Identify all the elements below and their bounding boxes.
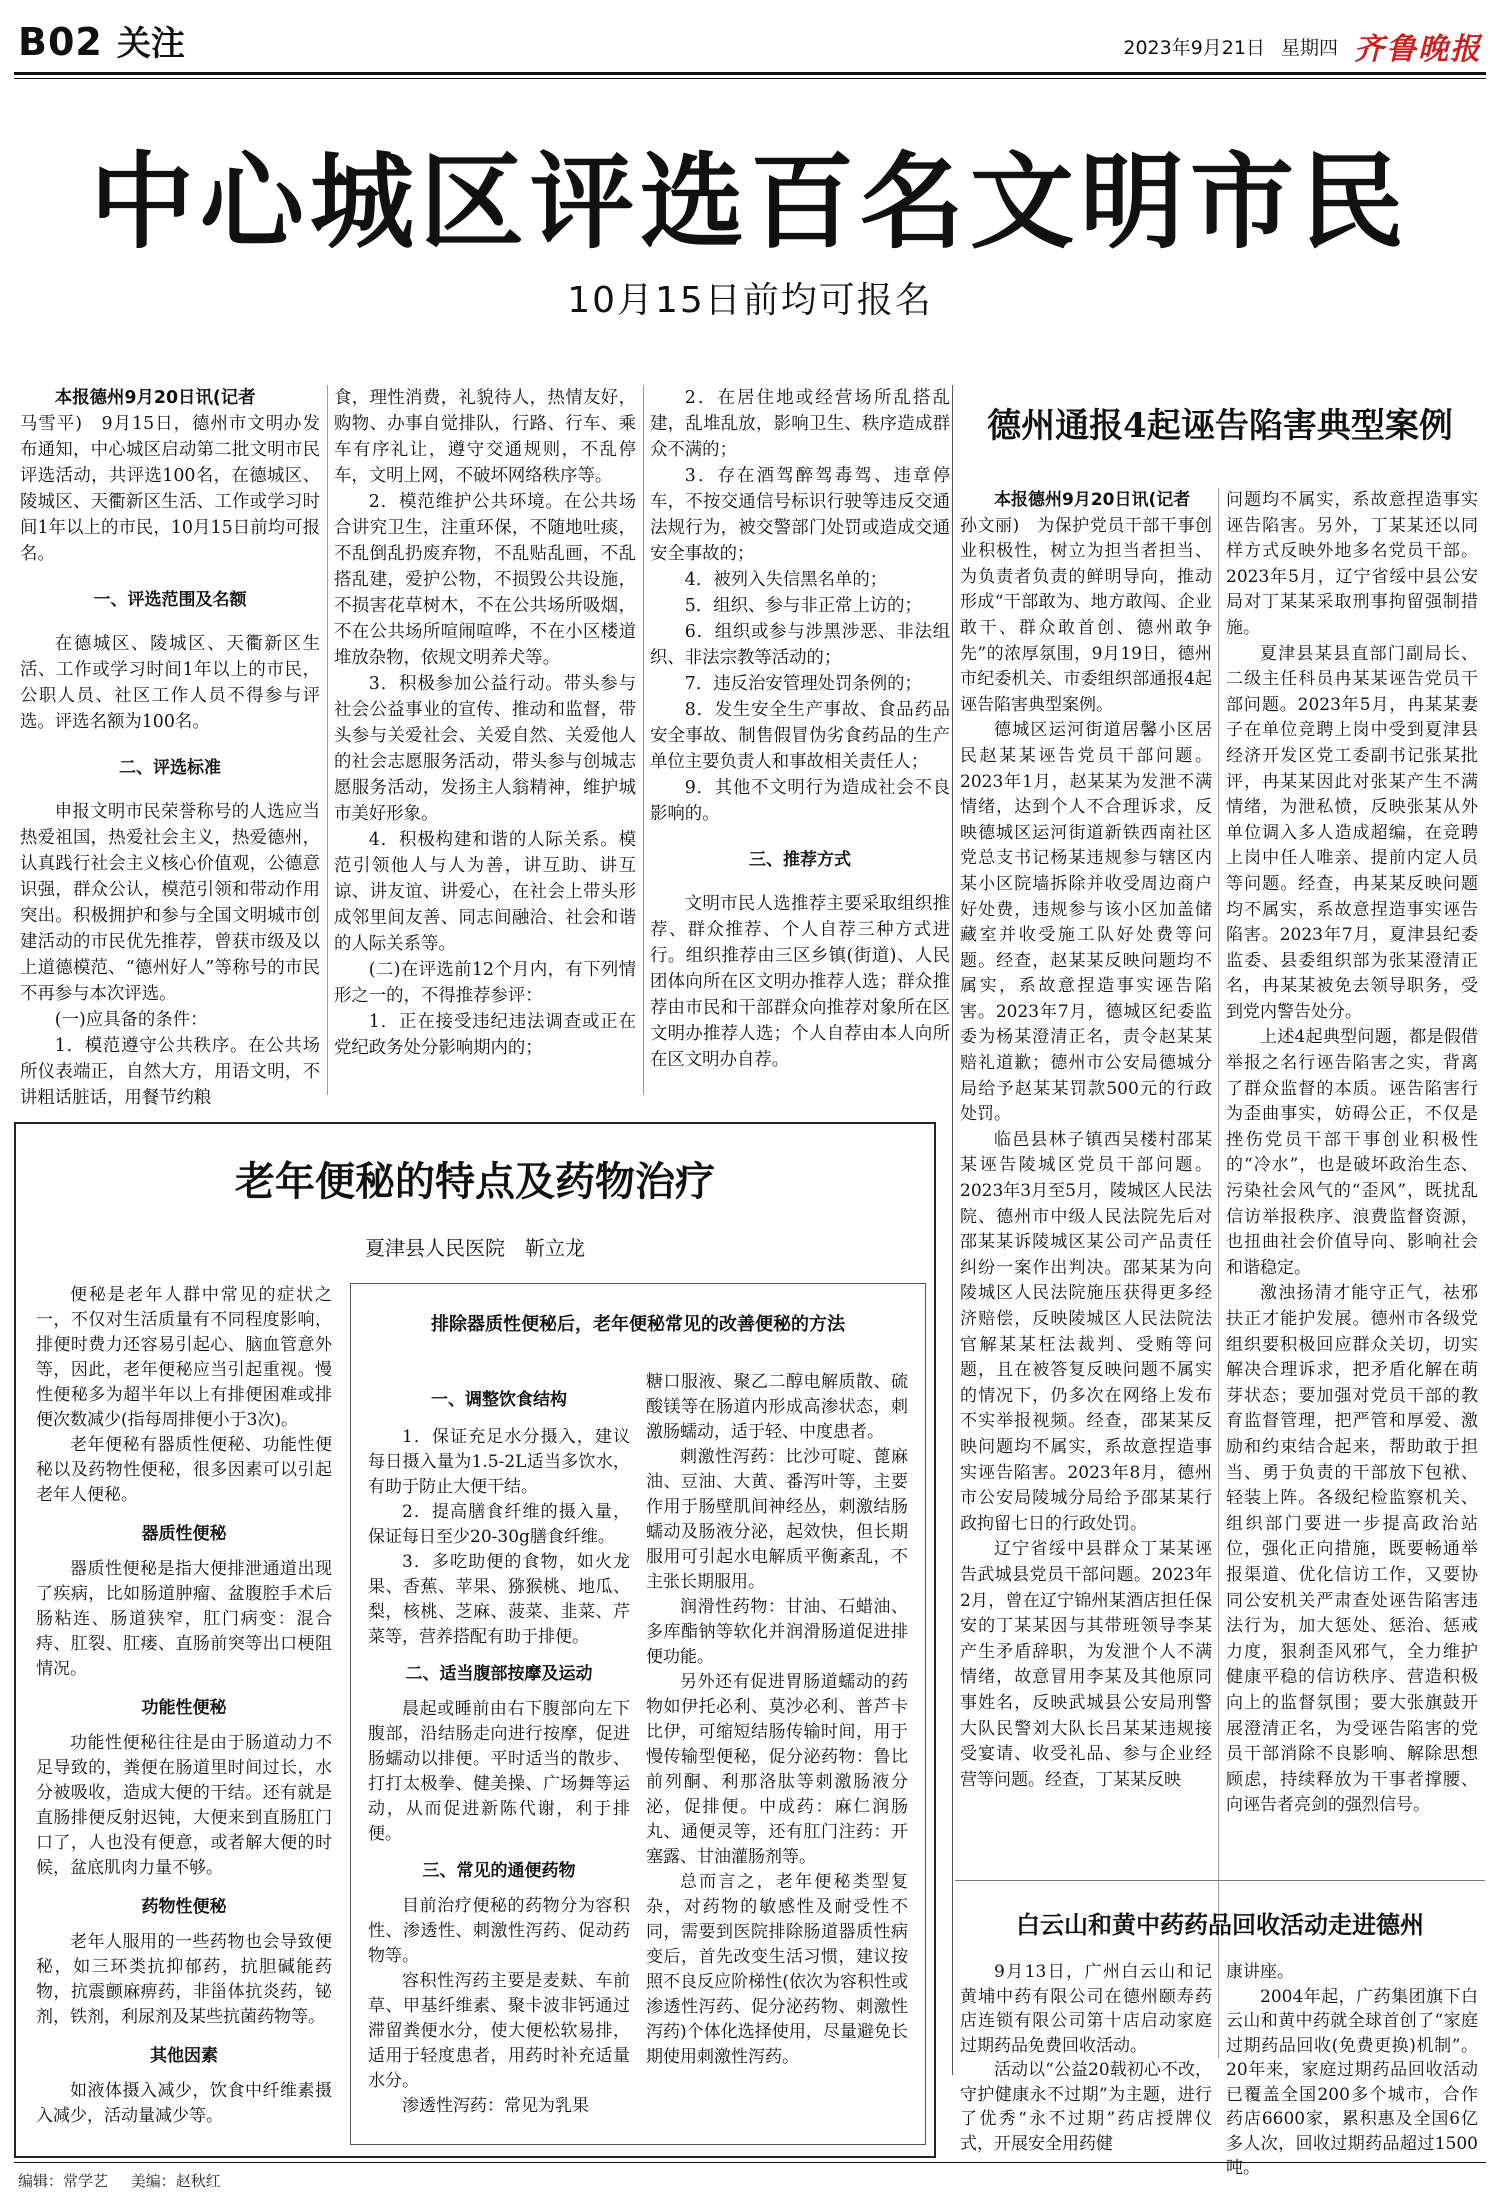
designer-credit: 美编：赵秋红 — [130, 2172, 221, 2190]
report-paragraph: 激浊扬清才能守正气，祛邪扶正才能护发展。德州市各级党组织要积极回应群众关切，切实解决合理诉求，把矛盾化解在萌芽状态；要加强对党员干部的教育监督管理，把严管和厚爱、激励和约束结合起来，帮助敢于担当、勇于负责的干部放下包袱、轻装上阵。各级纪检监察机关、组织部门要进一步提高政治站位，强化正向措施，既要畅通举报渠道、优化信访工作，又要协同公安机关严肃查处诬告陷害违法行为，加大惩处、惩治、惩戒力度，狠刹歪风邪气，全力维护健康平稳的信访秩序、营造积极向上的监督氛围；要大张旗鼓开展澄清正名，为受诬告陷害的党员干部消除不良影响、解除思想顾虑，持续释放为干事者撑腰、向诬告者亮剑的强烈信号。 — [1226, 1283, 1478, 1816]
lead-paragraph: 文明市民人选推荐主要采取组织推荐、群众推荐、个人自荐三种方式进行。组织推荐由三区乡镇(街道)、人民团体向所在区文明办推荐人选；群众推荐由市民和干部群众向推荐对象所在区文明办推荐人选；个人自荐由本人向所在区文明办自荐。 — [650, 894, 950, 1070]
report-paragraph: 孙文丽) 为保护党员干部干事创业积极性，树立为担当者担当、为负责者负责的鲜明导向，推动形成“干部敢为、地方敢闯、企业敢干、群众敢首创、德州敢争先”的浓厚氛围，9月19日，德州市纪委机关、市委组织部通报4起诬告陷害典型案例。 — [960, 515, 1212, 715]
newspaper-logo: 齐鲁晚报 — [1354, 32, 1482, 67]
section-name: 关注 — [116, 24, 185, 64]
health-paragraph: 另外还有促进胃肠道蠕动的药物如伊托必利、莫沙必利、普芦卡比伊，可缩短结肠传输时间，用于慢传输型便秘，促分泌药物：鲁比前列酮、利那洛肽等刺激肠液分泌，促排便。中成药：麻仁润肠丸、通便灵等，还有肛门注药：开塞露、甘油灌肠剂等。 — [646, 1672, 908, 1867]
report-paragraph: 问题均不属实，系故意捏造事实诬告陷害。另外，丁某某还以同样方式反映外地多名党员干部。2023年5月，辽宁省绥中县公安局对丁某某采取刑事拘留强制措施。 — [1226, 490, 1478, 638]
health-paragraph: 器质性便秘是指大便排泄通道出现了疾病，比如肠道肿瘤、盆腹腔手术后肠粘连、肠道狭窄，肛门病变：混合痔、肛裂、肛瘘、直肠前突等出口梗阻情况。 — [36, 1559, 332, 1679]
lead-subheadline: 10月15日前均可报名 — [567, 280, 933, 321]
health-paragraph: 便秘是老年人群中常见的症状之一，不仅对生活质量有不同程度影响，排便时费力还容易引起心、脑血管意外等，因此，老年便秘应当引起重视。慢性便秘多为超半年以上有排便困难或排便次数减少(指每周排便小于3次)。 — [36, 1285, 332, 1430]
health-paragraph: 润滑性药物：甘油、石蜡油、多库酯钠等软化并润滑肠道促进排便功能。 — [646, 1597, 908, 1667]
health-paragraph: 目前治疗便秘的药物分为容积性、渗透性、刺激性泻药、促动药物等。 — [368, 1896, 630, 1966]
health-paragraph: 2．提高膳食纤维的摄入量，保证每日至少20-30g膳食纤维。 — [368, 1502, 630, 1547]
lead-section-heading: 二、评选标准 — [119, 758, 221, 778]
lead-headline: 中心城区评选百名文明市民 — [89, 140, 1410, 263]
report-paragraph: 上述4起典型问题，都是假借举报之名行诬告陷害之实，背离了群众监督的本质。诬告陷害行为歪曲事实，妨碍公正，不仅是挫伤党员干部干事创业积极性的“冷水”，也是破坏政治生态、污染社会风气的“歪风”，既扰乱信访举报秩序、浪费监督资源，也扭曲社会价值导向、影响社会和谐稳定。 — [1226, 1027, 1478, 1278]
column-divider — [643, 385, 644, 1095]
lead-column-1 — [20, 385, 320, 1111]
lead-section-heading: 三、推荐方式 — [749, 850, 851, 870]
report-byline: 本报德州9月20日讯(记者 — [994, 490, 1191, 510]
header-rule — [14, 72, 1486, 75]
health-subheading: 三、常见的通便药物 — [422, 1861, 576, 1881]
lead-paragraph: 4．积极构建和谐的人际关系。模范引领他人与人为善，讲互助、讲互谅、讲友谊、讲爱心，在社会上带头形成邻里间友善、同志间融洽、社会和谐的人际关系等。 — [334, 830, 636, 954]
issue-date: 2023年9月21日 — [1123, 36, 1265, 59]
issue-weekday: 星期四 — [1280, 36, 1338, 59]
health-column-2 — [368, 1370, 630, 2119]
health-column-1 — [36, 1283, 332, 2129]
health-subheading: 药物性便秘 — [141, 1897, 227, 1917]
health-subheading: 一、调整饮食结构 — [431, 1390, 567, 1410]
health-paragraph: 功能性便秘往往是由于肠道动力不足导致的，粪便在肠道里时间过长，水分被吸收，造成大便的干结。还有就是直肠排便反射迟钝，大便来到直肠肛门口了，人也没有便意，或者解大便的时候，盆底肌肉力量不够。 — [36, 1733, 332, 1878]
page-header-right — [1123, 24, 1482, 68]
lead-paragraph: 1．模范遵守公共秩序。在公共场所仪表端正，自然大方，用语文明，不讲粗话脏话，用餐节约粮 — [20, 1036, 320, 1108]
health-column-3 — [646, 1370, 908, 2070]
health-subheading: 器质性便秘 — [141, 1524, 227, 1544]
health-paragraph: 总而言之，老年便秘类型复杂，对药物的敏感性及耐受性不同，需要到医院排除肠道器质性病变后，首先改变生活习惯，建议按照不良反应阶梯性(依次为容积性或渗透性泻药、促分泌药物、刺激性泻药)个体化选择使用，尽量避免长期使用刺激性泻药。 — [646, 1872, 908, 2067]
lead-paragraph: 1．正在接受违纪违法调查或正在党纪政务处分影响期内的； — [334, 1012, 636, 1058]
health-paragraph: 1．保证充足水分摄入，建议每日摄入量为1.5-2L适当多饮水，有助于防止大便干结。 — [368, 1427, 630, 1497]
report-paragraph: 辽宁省绥中县群众丁某某诬告武城县党员干部问题。2023年2月，曾在辽宁锦州某酒店担任保安的丁某某因与其带班领导李某产生矛盾辞职，为发泄个人不满情绪，故意冒用李某及其他原同事姓名，反映武城县公安局刑警大队民警刘大队长吕某某违规接受宴请、收受礼品、参与企业经营等问题。经查，丁某某反映 — [960, 1539, 1212, 1790]
lead-paragraph: 3．积极参加公益行动。带头参与社会公益事业的宣传、推动和监督，带头参与关爱社会、关爱自然、关爱他人的社会志愿服务活动，带头参与创城志愿服务活动，发扬主人翁精神，维护城市美好形象。 — [334, 674, 636, 824]
health-subheading: 功能性便秘 — [141, 1698, 227, 1718]
baiyun-headline: 白云山和黄中药药品回收活动走进德州 — [1016, 1910, 1424, 1939]
report-paragraph: 德城区运河街道居馨小区居民赵某某诬告党员干部问题。2023年1月，赵某某为发泄不满情绪，达到个人不合理诉求，反映德城区运河街道新铁西南社区党总支书记杨某违规参与辖区内某小区院墙拆除并收受周边商户好处费，违规参与该小区加盖储藏室并收受施工队好处费等问题。经查，赵某某反映问题均不属实，系故意捏造事实诬告陷害。2023年7月，德城区纪委监委为杨某澄清正名，责令赵某某赔礼道歉；德州市公安局德城分局给予赵某某罚款500元的行政处罚。 — [960, 720, 1212, 1125]
lead-paragraph: (一)应具备的条件： — [54, 1010, 208, 1030]
baiyun-column-1 — [960, 1960, 1212, 2156]
methods-box-title: 排除器质性便秘后，老年便秘常见的改善便秘的方法 — [431, 1314, 845, 1335]
health-paragraph: 晨起或睡前由右下腹部向左下腹部，沿结肠走向进行按摩，促进肠蠕动以排便。平时适当的散步、打打太极拳、健美操、广场舞等运动，从而促进新陈代谢，利于排便。 — [368, 1699, 630, 1844]
page-footer — [18, 2170, 221, 2191]
lead-paragraph: 3．存在酒驾醉驾毒驾、违章停车，不按交通信号标识行驶等违反交通法规行为，被交警部门处罚或造成交通安全事故的； — [650, 466, 950, 564]
health-paragraph: 如液体摄入减少，饮食中纤维素摄入减少，活动量减少等。 — [36, 2081, 332, 2126]
report-headline: 德州通报4起诬告陷害典型案例 — [987, 406, 1453, 446]
lead-paragraph: 8．发生安全生产事故、食品药品安全事故、制售假冒伪劣食药品的生产单位主要负责人和事故相关责任人； — [650, 700, 950, 772]
footer-rule — [14, 2162, 1486, 2163]
lead-paragraph: 食，理性消费，礼貌待人，热情友好，购物、办事自觉排队，行路、行车、乘车有序礼让，遵守交通规则，不乱停车，文明上网，不破坏网络秩序等。 — [334, 388, 636, 486]
lead-column-3 — [650, 385, 950, 1073]
section-divider — [952, 385, 953, 2075]
health-paragraph: 容积性泻药主要是麦麸、车前草、甲基纤维素、聚卡波非钙通过滞留粪便水分，使大便松软易排，适用于轻度患者，用药时补充适量水分。 — [368, 1971, 630, 2091]
lead-section-heading: 一、评选范围及名额 — [93, 590, 247, 610]
lead-paragraph: (二)在评选前12个月内，有下列情形之一的，不得推荐参评： — [334, 960, 636, 1006]
lead-paragraph: 在德城区、陵城区、天衢新区生活、工作或学习时间1年以上的市民，公职人员、社区工作人员不得参与评选。评选名额为100名。 — [20, 634, 320, 732]
lead-paragraph: 4．被列入失信黑名单的； — [684, 570, 888, 590]
health-author: 夏津县人民医院 靳立龙 — [365, 1236, 585, 1260]
baiyun-paragraph: 康讲座。 — [1226, 1962, 1294, 1982]
column-divider — [1218, 488, 1219, 2058]
lead-paragraph: 7．违反治安管理处罚条例的； — [684, 674, 922, 694]
health-subheading: 二、适当腹部按摩及运动 — [405, 1664, 593, 1684]
lead-paragraph: 9．其他不文明行为造成社会不良影响的。 — [650, 778, 950, 824]
report-column-2 — [1226, 488, 1478, 1819]
lead-byline: 本报德州9月20日讯(记者 — [54, 388, 256, 408]
lead-paragraph: 马雪平) 9月15日，德州市文明办发布通知，中心城区启动第二批文明市民评选活动，共评选100名，在德城区、陵城区、天衢新区生活、工作或学习时间1年以上的市民，10月15日前均可报名。 — [20, 414, 320, 564]
health-paragraph: 糖口服液、聚乙二醇电解质散、硫酸镁等在肠道内形成高渗状态，刺激肠蠕动，适于轻、中度患者。 — [646, 1372, 908, 1442]
health-paragraph: 老年便秘有器质性便秘、功能性便秘以及药物性便秘，很多因素可以引起老年人便秘。 — [36, 1435, 332, 1505]
editor-credit: 编辑：常学艺 — [18, 2172, 109, 2190]
lead-column-2 — [334, 385, 636, 1061]
health-paragraph: 刺激性泻药：比沙可啶、蓖麻油、豆油、大黄、番泻叶等，主要作用于肠壁肌间神经丛，刺激结肠蠕动及肠液分泌，起效快，但长期服用可引起水电解质平衡紊乱，不主张长期服用。 — [646, 1447, 908, 1592]
report-column-1 — [960, 488, 1212, 1793]
health-paragraph: 3．多吃助便的食物，如火龙果、香蕉、苹果、猕猴桃、地瓜、梨，核桃、芝麻、菠菜、韭菜、芹菜等，营养搭配有助于排便。 — [368, 1552, 630, 1647]
column-divider — [327, 385, 328, 1095]
lead-paragraph: 2．在居住地或经营场所乱搭乱建，乱堆乱放，影响卫生、秩序造成群众不满的； — [650, 388, 950, 460]
health-paragraph: 渗透性泻药：常见为乳果 — [402, 2096, 589, 2116]
lead-paragraph: 6．组织或参与涉黑涉恶、非法组织、非法宗教等活动的； — [650, 622, 950, 668]
health-paragraph: 老年人服用的一些药物也会导致便秘，如三环类抗抑郁药，抗胆碱能药物，抗震颤麻痹药，非甾体抗炎药，铋剂，铁剂，利尿剂及某些抗菌药物等。 — [36, 1932, 332, 2027]
header-rule-thin — [14, 78, 1486, 79]
health-headline: 老年便秘的特点及药物治疗 — [235, 1158, 715, 1205]
lead-paragraph: 申报文明市民荣誉称号的人选应当热爱祖国，热爱社会主义，热爱德州，认真践行社会主义核心价值观，公德意识强，群众公认，模范引领和带动作用突出。积极拥护和参与全国文明城市创建活动的市民优先推荐，曾获市级及以上道德模范、“德州好人”等称号的市民不再参与本次评选。 — [20, 802, 320, 1004]
lead-paragraph: 2．模范维护公共环境。在公共场合讲究卫生，注重环保，不随地吐痰，不乱倒乱扔废弃物，不乱贴乱画，不乱搭乱建，爱护公物，不损毁公共设施，不损害花草树木，不在公共场所吸烟，不在公共场所喧闹喧哗，不在小区楼道堆放杂物，依规文明养犬等。 — [334, 492, 636, 668]
page-number: B02 — [18, 20, 103, 64]
baiyun-paragraph: 9月13日，广州白云山和记黄埔中药有限公司在德州颐寿药店连锁有限公司第十店启动家庭过期药品免费回收活动。 — [960, 1962, 1212, 2056]
baiyun-paragraph: 活动以“公益20载初心不改，守护健康永不过期”为主题，进行了优秀“永不过期”药店授牌仪式，开展安全用药健 — [960, 2060, 1212, 2154]
article-separator — [955, 1880, 1485, 1881]
baiyun-paragraph: 2004年起，广药集团旗下白云山和黄中药就全球首创了“家庭过期药品回收(免费更换)机制”。20年来，家庭过期药品回收活动已覆盖全国200多个城市，合作药店6600家，累积惠及全国6亿多人次，回收过期药品超过1500吨。 — [1226, 1986, 1478, 2178]
baiyun-column-2 — [1226, 1960, 1478, 2181]
lead-paragraph: 5．组织、参与非正常上访的； — [684, 596, 922, 616]
report-paragraph: 夏津县某县直部门副局长、二级主任科员冉某某诬告党员干部问题。2023年5月，冉某某妻子在单位竞聘上岗中受到夏津县经济开发区党工委副书记张某批评，冉某某因此对张某产生不满情绪，为泄私愤，反映张某从外单位调入多人造成超编，在竞聘上岗中任人唯亲、提前内定人员等问题。经查，冉某某反映问题均不属实，系故意捏造事实诬告陷害。2023年7月，夏津县纪委监委、县委组织部为张某澄清正名，冉某某被免去领导职务，受到党内警告处分。 — [1226, 643, 1478, 1022]
page-header-left — [18, 16, 185, 65]
report-paragraph: 临邑县林子镇西吴楼村邵某某诬告陵城区党员干部问题。2023年3月至5月，陵城区人民法院、德州市中级人民法院先后对邵某某诉陵城区某公司产品责任纠纷一案作出判决。邵某某为向陵城区人民法院施压获得更多经济赔偿，反映陵城区人民法院法官解某某枉法裁判、受贿等问题，且在被答复反映问题不属实的情况下，仍多次在网络上发布不实举报视频。经查，邵某某反映问题均不属实，系故意捏造事实诬告陷害。2023年8月，德州市公安局陵城分局给予邵某某行政拘留七日的行政处罚。 — [960, 1129, 1212, 1534]
health-subheading: 其他因素 — [150, 2046, 218, 2066]
